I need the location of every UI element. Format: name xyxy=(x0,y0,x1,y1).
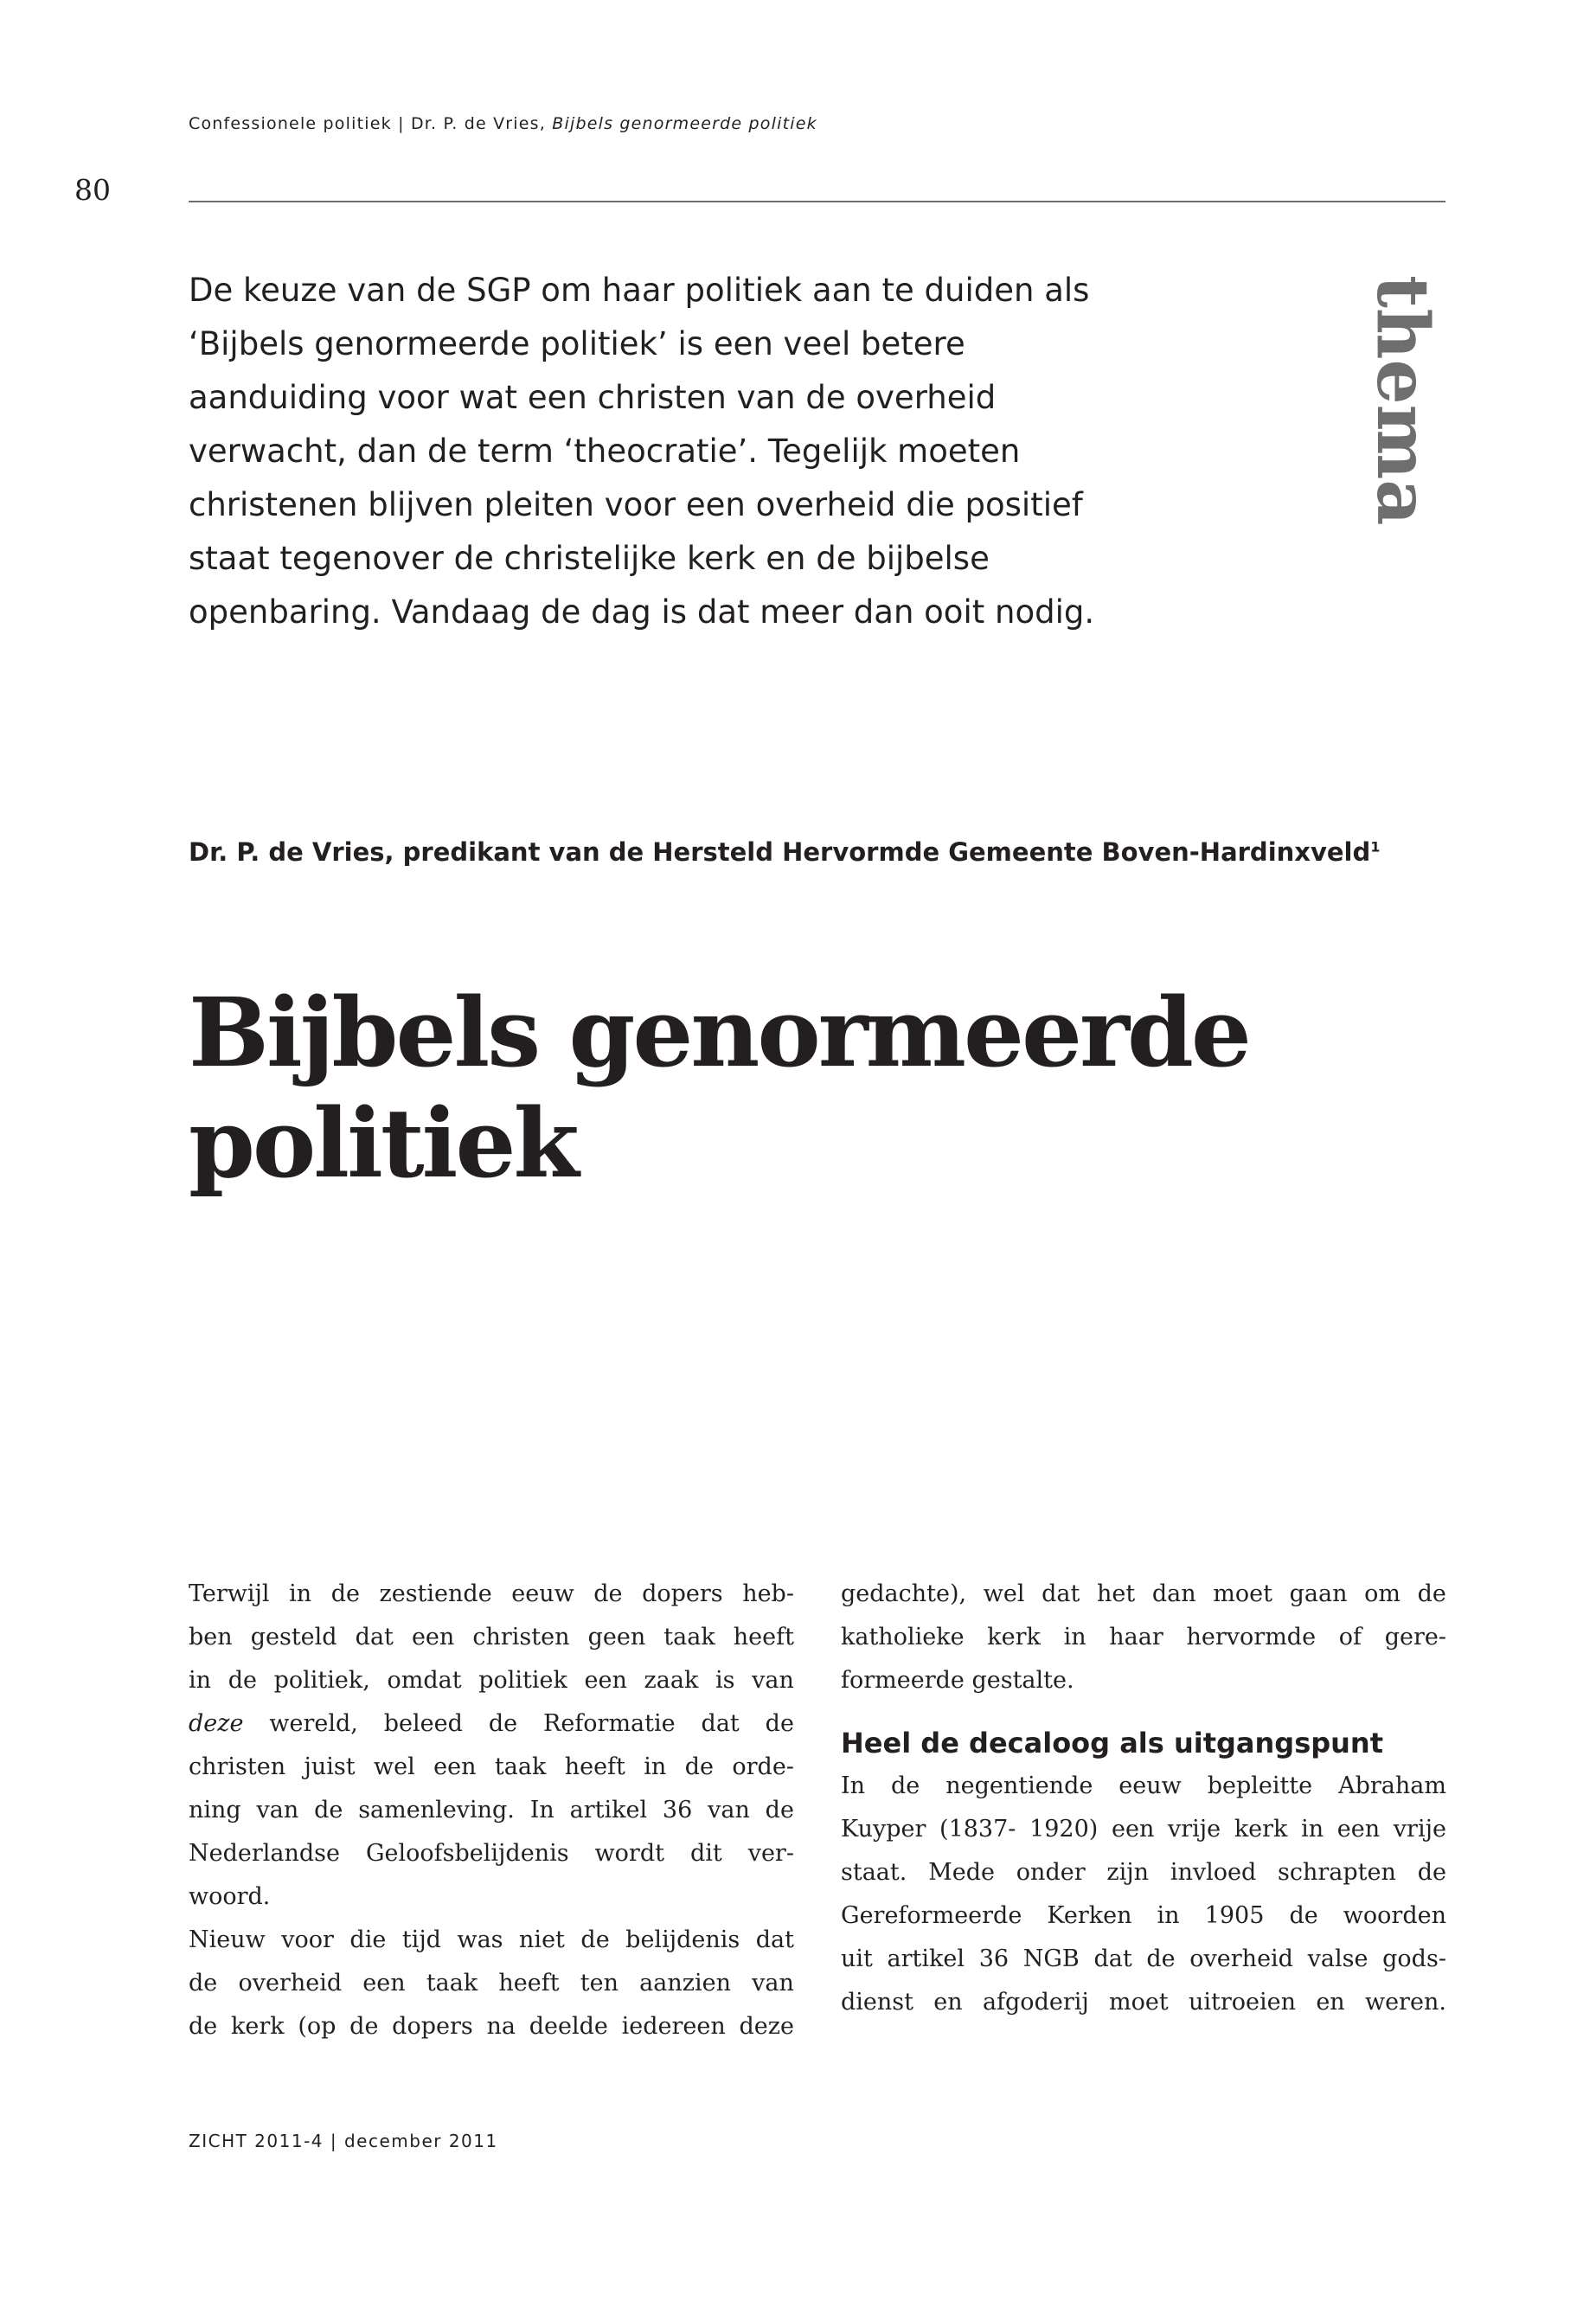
word: de xyxy=(765,1710,794,1737)
word: gesteld xyxy=(250,1624,337,1650)
text-line xyxy=(189,1746,794,1789)
word: dienst xyxy=(841,1989,913,2016)
header-author: Dr. P. de Vries, xyxy=(410,114,546,133)
word: artikel xyxy=(569,1797,648,1823)
article-title-line: Bijbels genormeerde xyxy=(189,977,1249,1088)
word: van xyxy=(752,1667,794,1694)
text-line xyxy=(841,1808,1446,1851)
word: van xyxy=(752,1970,794,1997)
word: Reformatie xyxy=(542,1710,676,1737)
word: de xyxy=(593,1580,623,1607)
word: overheid xyxy=(1189,1945,1293,1972)
word: wereld, xyxy=(269,1710,358,1737)
word: haar xyxy=(1109,1624,1163,1650)
word: de xyxy=(580,1926,610,1953)
word: een xyxy=(411,1624,455,1650)
word: afgoderij xyxy=(982,1989,1089,2016)
word: de xyxy=(1417,1580,1446,1607)
page-footer: ZICHT 2011-4 | december 2011 xyxy=(189,2131,498,2151)
word: wordt xyxy=(594,1840,664,1867)
word: gere- xyxy=(1384,1624,1446,1650)
text-line xyxy=(189,1962,794,2005)
word: dat xyxy=(1042,1580,1080,1607)
word: Kuyper xyxy=(841,1816,926,1843)
word: de xyxy=(1417,1859,1446,1886)
word: 1920) xyxy=(1029,1816,1099,1843)
word: zaak xyxy=(644,1667,699,1694)
word: 36 xyxy=(978,1945,1010,1972)
word: zijn xyxy=(1106,1859,1150,1886)
word: Mede xyxy=(928,1859,996,1886)
section-subheading: Heel de decaloog als uitgangspunt xyxy=(841,1727,1383,1759)
word: kerk xyxy=(987,1624,1041,1650)
line-text: formeerde gestalte. xyxy=(841,1667,1074,1694)
word: christen xyxy=(189,1753,286,1780)
word: staat. xyxy=(841,1859,907,1886)
text-line xyxy=(841,1851,1446,1894)
word: taak xyxy=(663,1624,715,1650)
word: ten xyxy=(580,1970,619,1997)
line-text: woord. xyxy=(189,1883,271,1910)
word: niet xyxy=(519,1926,565,1953)
header-section: Confessionele politiek xyxy=(189,114,392,133)
word: samenleving. xyxy=(358,1797,515,1823)
header-title: Bijbels genormeerde politiek xyxy=(552,114,817,133)
word: geen xyxy=(587,1624,646,1650)
text-line xyxy=(841,1616,1446,1659)
text-line xyxy=(189,1573,794,1616)
word: van xyxy=(708,1797,750,1823)
word: de xyxy=(488,1710,518,1737)
word: in xyxy=(644,1753,667,1780)
word: christen xyxy=(472,1624,570,1650)
word: aanzien xyxy=(639,1970,731,1997)
word: Kerken xyxy=(1047,1902,1132,1929)
header-rule xyxy=(189,201,1445,202)
intro-lead xyxy=(189,264,1183,639)
word: heeft xyxy=(733,1624,794,1650)
word: weren. xyxy=(1364,1989,1446,2016)
word: de xyxy=(684,1753,714,1780)
word: dat xyxy=(755,1926,794,1953)
text-line xyxy=(841,1938,1446,1981)
word: dopers xyxy=(392,2013,473,2040)
word: een xyxy=(362,1970,406,1997)
word: heeft xyxy=(498,1970,560,1997)
word: gedachte), xyxy=(841,1580,967,1607)
word: uit xyxy=(841,1945,873,1972)
text-line xyxy=(841,1573,1446,1616)
word: ben xyxy=(189,1624,233,1650)
italic-word: deze xyxy=(189,1710,244,1737)
word: valse xyxy=(1307,1945,1368,1972)
word: ver- xyxy=(747,1840,794,1867)
word: in xyxy=(289,1580,312,1607)
word: kerk xyxy=(1234,1816,1288,1843)
word: deelde xyxy=(529,2013,608,2040)
word: in xyxy=(189,1667,212,1694)
word: na xyxy=(486,2013,516,2040)
word: taak xyxy=(494,1753,547,1780)
word: In xyxy=(841,1772,866,1799)
word: eeuw xyxy=(1118,1772,1182,1799)
word: dat xyxy=(355,1624,394,1650)
word: het xyxy=(1097,1580,1136,1607)
word: hervormde xyxy=(1186,1624,1317,1650)
word: in xyxy=(1157,1902,1180,1929)
word: tijd xyxy=(401,1926,441,1953)
word: omdat xyxy=(387,1667,462,1694)
byline-text: Dr. P. de Vries, predikant van de Hersteld Hervormde Gemeente Boven-Hardinxveld xyxy=(189,837,1371,867)
text-line xyxy=(189,1659,794,1702)
word: 1905 xyxy=(1204,1902,1265,1929)
word: onder xyxy=(1016,1859,1086,1886)
word: die xyxy=(349,1926,387,1953)
word: uitroeien xyxy=(1189,1989,1297,2016)
word: politiek xyxy=(478,1667,567,1694)
word: 36 xyxy=(662,1797,693,1823)
word: een xyxy=(1336,1816,1381,1843)
footnote-marker: 1 xyxy=(1370,838,1381,856)
word: of xyxy=(1338,1624,1362,1650)
intro-line: verwacht, dan de term ‘theocratie’. Tegelijk moeten xyxy=(189,433,1021,470)
word: de xyxy=(314,1797,343,1823)
text-line xyxy=(189,2005,794,2048)
text-line xyxy=(189,1789,794,1832)
word: schrapten xyxy=(1278,1859,1396,1886)
word: dat xyxy=(1093,1945,1132,1972)
text-line xyxy=(189,1702,794,1746)
word: en xyxy=(1316,1989,1345,2016)
word: Terwijl xyxy=(189,1580,270,1607)
word: wel xyxy=(983,1580,1025,1607)
intro-line: openbaring. Vandaag de dag is dat meer dan ooit nodig. xyxy=(189,593,1095,631)
word: kerk xyxy=(231,2013,285,2040)
word: juist xyxy=(304,1753,356,1780)
word: gods- xyxy=(1382,1945,1446,1972)
text-line xyxy=(189,1919,794,1962)
word: dit xyxy=(689,1840,722,1867)
intro-line: christenen blijven pleiten voor een overheid die positief xyxy=(189,486,1083,523)
word: (op xyxy=(298,2013,337,2040)
word: ning xyxy=(189,1797,241,1823)
header-separator: | xyxy=(398,114,405,133)
word: dopers xyxy=(642,1580,723,1607)
word: wel xyxy=(374,1753,415,1780)
word: voor xyxy=(281,1926,334,1953)
word: een xyxy=(1111,1816,1155,1843)
word: politiek, xyxy=(273,1667,370,1694)
word: belijdenis xyxy=(625,1926,740,1953)
word: moet xyxy=(1109,1989,1169,2016)
word: om xyxy=(1364,1580,1401,1607)
body-column-right xyxy=(841,1573,1446,2024)
word: katholieke xyxy=(841,1624,965,1650)
word: in xyxy=(1301,1816,1324,1843)
word: In xyxy=(529,1797,554,1823)
text-line xyxy=(189,1616,794,1659)
word: een xyxy=(584,1667,627,1694)
word: in xyxy=(1063,1624,1086,1650)
word: heeft xyxy=(564,1753,625,1780)
word: negentiende xyxy=(945,1772,1093,1799)
word: was xyxy=(457,1926,503,1953)
intro-line: De keuze van de SGP om haar politiek aan te duiden als xyxy=(189,272,1090,309)
word: dat xyxy=(701,1710,740,1737)
word: Abraham xyxy=(1338,1772,1446,1799)
word: de xyxy=(1289,1902,1318,1929)
word: de xyxy=(330,1580,360,1607)
word: de xyxy=(765,1797,794,1823)
word: Nieuw xyxy=(189,1926,266,1953)
word: is xyxy=(715,1667,735,1694)
body-column-left xyxy=(189,1573,794,2048)
word: Geloofsbelijdenis xyxy=(365,1840,569,1867)
word: van xyxy=(256,1797,299,1823)
word: overheid xyxy=(238,1970,343,1997)
word: gaan xyxy=(1289,1580,1348,1607)
word: de xyxy=(1146,1945,1176,1972)
word: bepleitte xyxy=(1207,1772,1313,1799)
word: NGB xyxy=(1022,1945,1080,1972)
word: vrije xyxy=(1168,1816,1221,1843)
word: heb- xyxy=(742,1580,794,1607)
word: zestiende xyxy=(379,1580,492,1607)
text-line xyxy=(189,1875,794,1919)
word: een xyxy=(433,1753,477,1780)
section-label: thema xyxy=(1361,275,1444,526)
text-line xyxy=(841,1659,1446,1702)
word: moet xyxy=(1213,1580,1272,1607)
byline xyxy=(189,837,1380,867)
text-line xyxy=(841,1981,1446,2024)
word: eeuw xyxy=(511,1580,574,1607)
word: deze xyxy=(739,2013,794,2040)
word: invloed xyxy=(1170,1859,1257,1886)
word: iedereen xyxy=(621,2013,726,2040)
page-number: 80 xyxy=(74,173,111,207)
word: woorden xyxy=(1343,1902,1446,1929)
running-header xyxy=(189,114,817,133)
text-line xyxy=(841,1765,1446,1808)
intro-line: staat tegenover de christelijke kerk en de bijbelse xyxy=(189,540,990,577)
article-title xyxy=(189,977,1249,1199)
word: dan xyxy=(1151,1580,1196,1607)
intro-line: ‘Bijbels genormeerde politiek’ is een veel betere xyxy=(189,325,965,362)
word: Gereformeerde xyxy=(841,1902,1022,1929)
word: taak xyxy=(426,1970,478,1997)
intro-line: aanduiding voor wat een christen van de overheid xyxy=(189,379,997,416)
text-line xyxy=(841,1894,1446,1938)
article-title-line: politiek xyxy=(189,1087,577,1199)
word: artikel xyxy=(887,1945,965,1972)
word: vrije xyxy=(1393,1816,1446,1843)
word: de xyxy=(189,1970,218,1997)
word: de xyxy=(349,2013,379,2040)
word: Nederlandse xyxy=(189,1840,341,1867)
word: en xyxy=(933,1989,963,2016)
word: de xyxy=(189,2013,218,2040)
word: beleed xyxy=(383,1710,463,1737)
word: (1837- xyxy=(939,1816,1016,1843)
word: de xyxy=(228,1667,257,1694)
word: de xyxy=(891,1772,920,1799)
word: orde- xyxy=(732,1753,794,1780)
text-line xyxy=(189,1832,794,1875)
